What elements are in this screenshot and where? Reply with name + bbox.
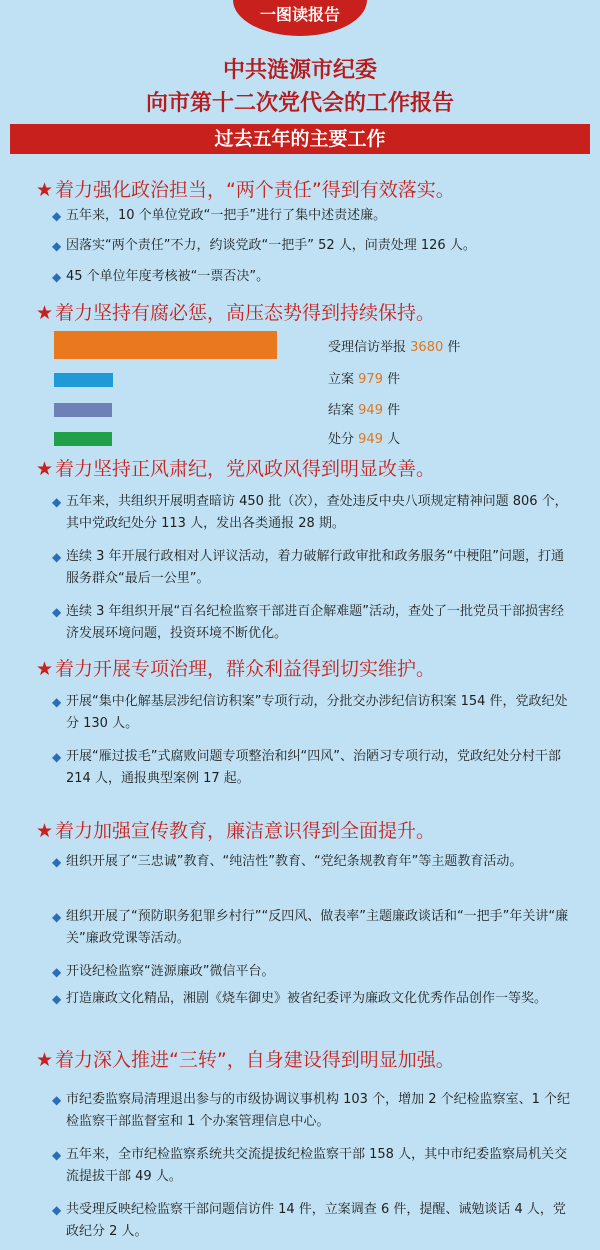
bar-mark: [54, 432, 112, 446]
badge-label: 一图读报告: [233, 0, 367, 36]
list-item: ◆ 市纪委监察局清理退出参与的市级协调议事机构 103 个，增加 2 个纪检监察室、1 个纪检监察干部监督室和 1 个办案管理信息中心。: [52, 1089, 572, 1133]
list-item: ◆ 五年来，10 个单位党政“一把手”进行了集中述责述廉。: [52, 205, 572, 227]
diamond-bullet-icon: ◆: [52, 992, 62, 1006]
diamond-bullet-icon: ◆: [52, 695, 62, 709]
bar-mark: [54, 373, 113, 387]
diamond-bullet-icon: ◆: [52, 1203, 62, 1217]
list-item: ◆ 组织开展了“三忠诚”教育、“纯洁性”教育、“党纪条规教育年”等主题教育活动。: [52, 851, 572, 873]
star-icon: ★: [36, 1049, 54, 1071]
page-title-line1: 中共涟源市纪委: [222, 57, 377, 83]
list-item: ◆ 五年来，共组织开展明查暗访 450 批（次），查处违反中央八项规定精神问题 806 个，其中党政纪处分 113 人，发出各类通报 28 期。: [52, 491, 572, 535]
diamond-bullet-icon: ◆: [52, 605, 62, 619]
page-title-line2: 向市第十二次党代会的工作报告: [145, 90, 454, 116]
bar-label: 受理信访举报 3680 件: [328, 340, 461, 355]
diamond-bullet-icon: ◆: [52, 495, 62, 509]
diamond-bullet-icon: ◆: [52, 965, 62, 979]
section-heading-1: ★ 着力强化政治担当，“两个责任”得到有效落实。: [36, 179, 455, 201]
list-item: ◆ 因落实“两个责任”不力，约谈党政“一把手” 52 人，问责处理 126 人。: [52, 235, 572, 257]
diamond-bullet-icon: ◆: [52, 750, 62, 764]
list-item: ◆ 45 个单位年度考核被“一票否决”。: [52, 266, 572, 288]
bar-mark: [54, 403, 112, 417]
diamond-bullet-icon: ◆: [52, 910, 62, 924]
diamond-bullet-icon: ◆: [52, 239, 62, 253]
star-icon: ★: [36, 820, 54, 842]
list-item: ◆ 连续 3 年组织开展“百名纪检监察干部进百企解难题”活动，查处了一批党员干部损害经济发展环境问题，投资环境不断优化。: [52, 601, 572, 645]
diamond-bullet-icon: ◆: [52, 209, 62, 223]
diamond-bullet-icon: ◆: [52, 1093, 62, 1107]
star-icon: ★: [36, 658, 54, 680]
bar-label: 结案 949 件: [328, 403, 401, 418]
bar-label: 立案 979 件: [328, 372, 401, 387]
section-heading-5: ★ 着力加强宣传教育，廉洁意识得到全面提升。: [36, 820, 436, 842]
section-heading-2: ★ 着力坚持有腐必惩，高压态势得到持续保持。: [36, 302, 436, 324]
section-heading-6: ★ 着力深入推进“三转”，自身建设得到明显加强。: [36, 1049, 455, 1071]
list-item: ◆ 开设纪检监察“涟源廉政”微信平台。: [52, 961, 572, 983]
section-banner: 过去五年的主要工作: [10, 124, 590, 154]
list-item: ◆ 共受理反映纪检监察干部问题信访件 14 件，立案调查 6 件，提醒、诫勉谈话 4 人，党政纪分 2 人。: [52, 1199, 572, 1243]
list-item: ◆ 连续 3 年开展行政相对人评议活动，着力破解行政审批和政务服务“中梗阻”问题，打通服务群众“最后一公里”。: [52, 546, 572, 590]
diamond-bullet-icon: ◆: [52, 855, 62, 869]
star-icon: ★: [36, 458, 54, 480]
list-item: ◆ 开展“雁过拔毛”式腐败问题专项整治和纠“四风”、治陋习专项行动，党政纪处分村干部 214 人，通报典型案例 17 起。: [52, 746, 572, 790]
diamond-bullet-icon: ◆: [52, 270, 62, 284]
section-heading-4: ★ 着力开展专项治理，群众利益得到切实维护。: [36, 658, 436, 680]
bar-mark: [54, 331, 277, 359]
diamond-bullet-icon: ◆: [52, 550, 62, 564]
section-heading-3: ★ 着力坚持正风肃纪，党风政风得到明显改善。: [36, 458, 436, 480]
list-item: ◆ 组织开展了“预防职务犯罪乡村行”“反四风、做表率”主题廉政谈话和“一把手”年关讲“廉关”廉政党课等活动。: [52, 906, 572, 950]
bar-label: 处分 949 人: [328, 432, 401, 447]
star-icon: ★: [36, 179, 54, 201]
list-item: ◆ 开展“集中化解基层涉纪信访积案”专项行动，分批交办涉纪信访积案 154 件，党政纪处分 130 人。: [52, 691, 572, 735]
list-item: ◆ 打造廉政文化精品，湘剧《烧车御史》被省纪委评为廉政文化优秀作品创作一等奖。: [52, 988, 572, 1010]
star-icon: ★: [36, 302, 54, 324]
list-item: ◆ 五年来，全市纪检监察系统共交流提拔纪检监察干部 158 人，其中市纪委监察局机关交流提拔干部 49 人。: [52, 1144, 572, 1188]
diamond-bullet-icon: ◆: [52, 1148, 62, 1162]
